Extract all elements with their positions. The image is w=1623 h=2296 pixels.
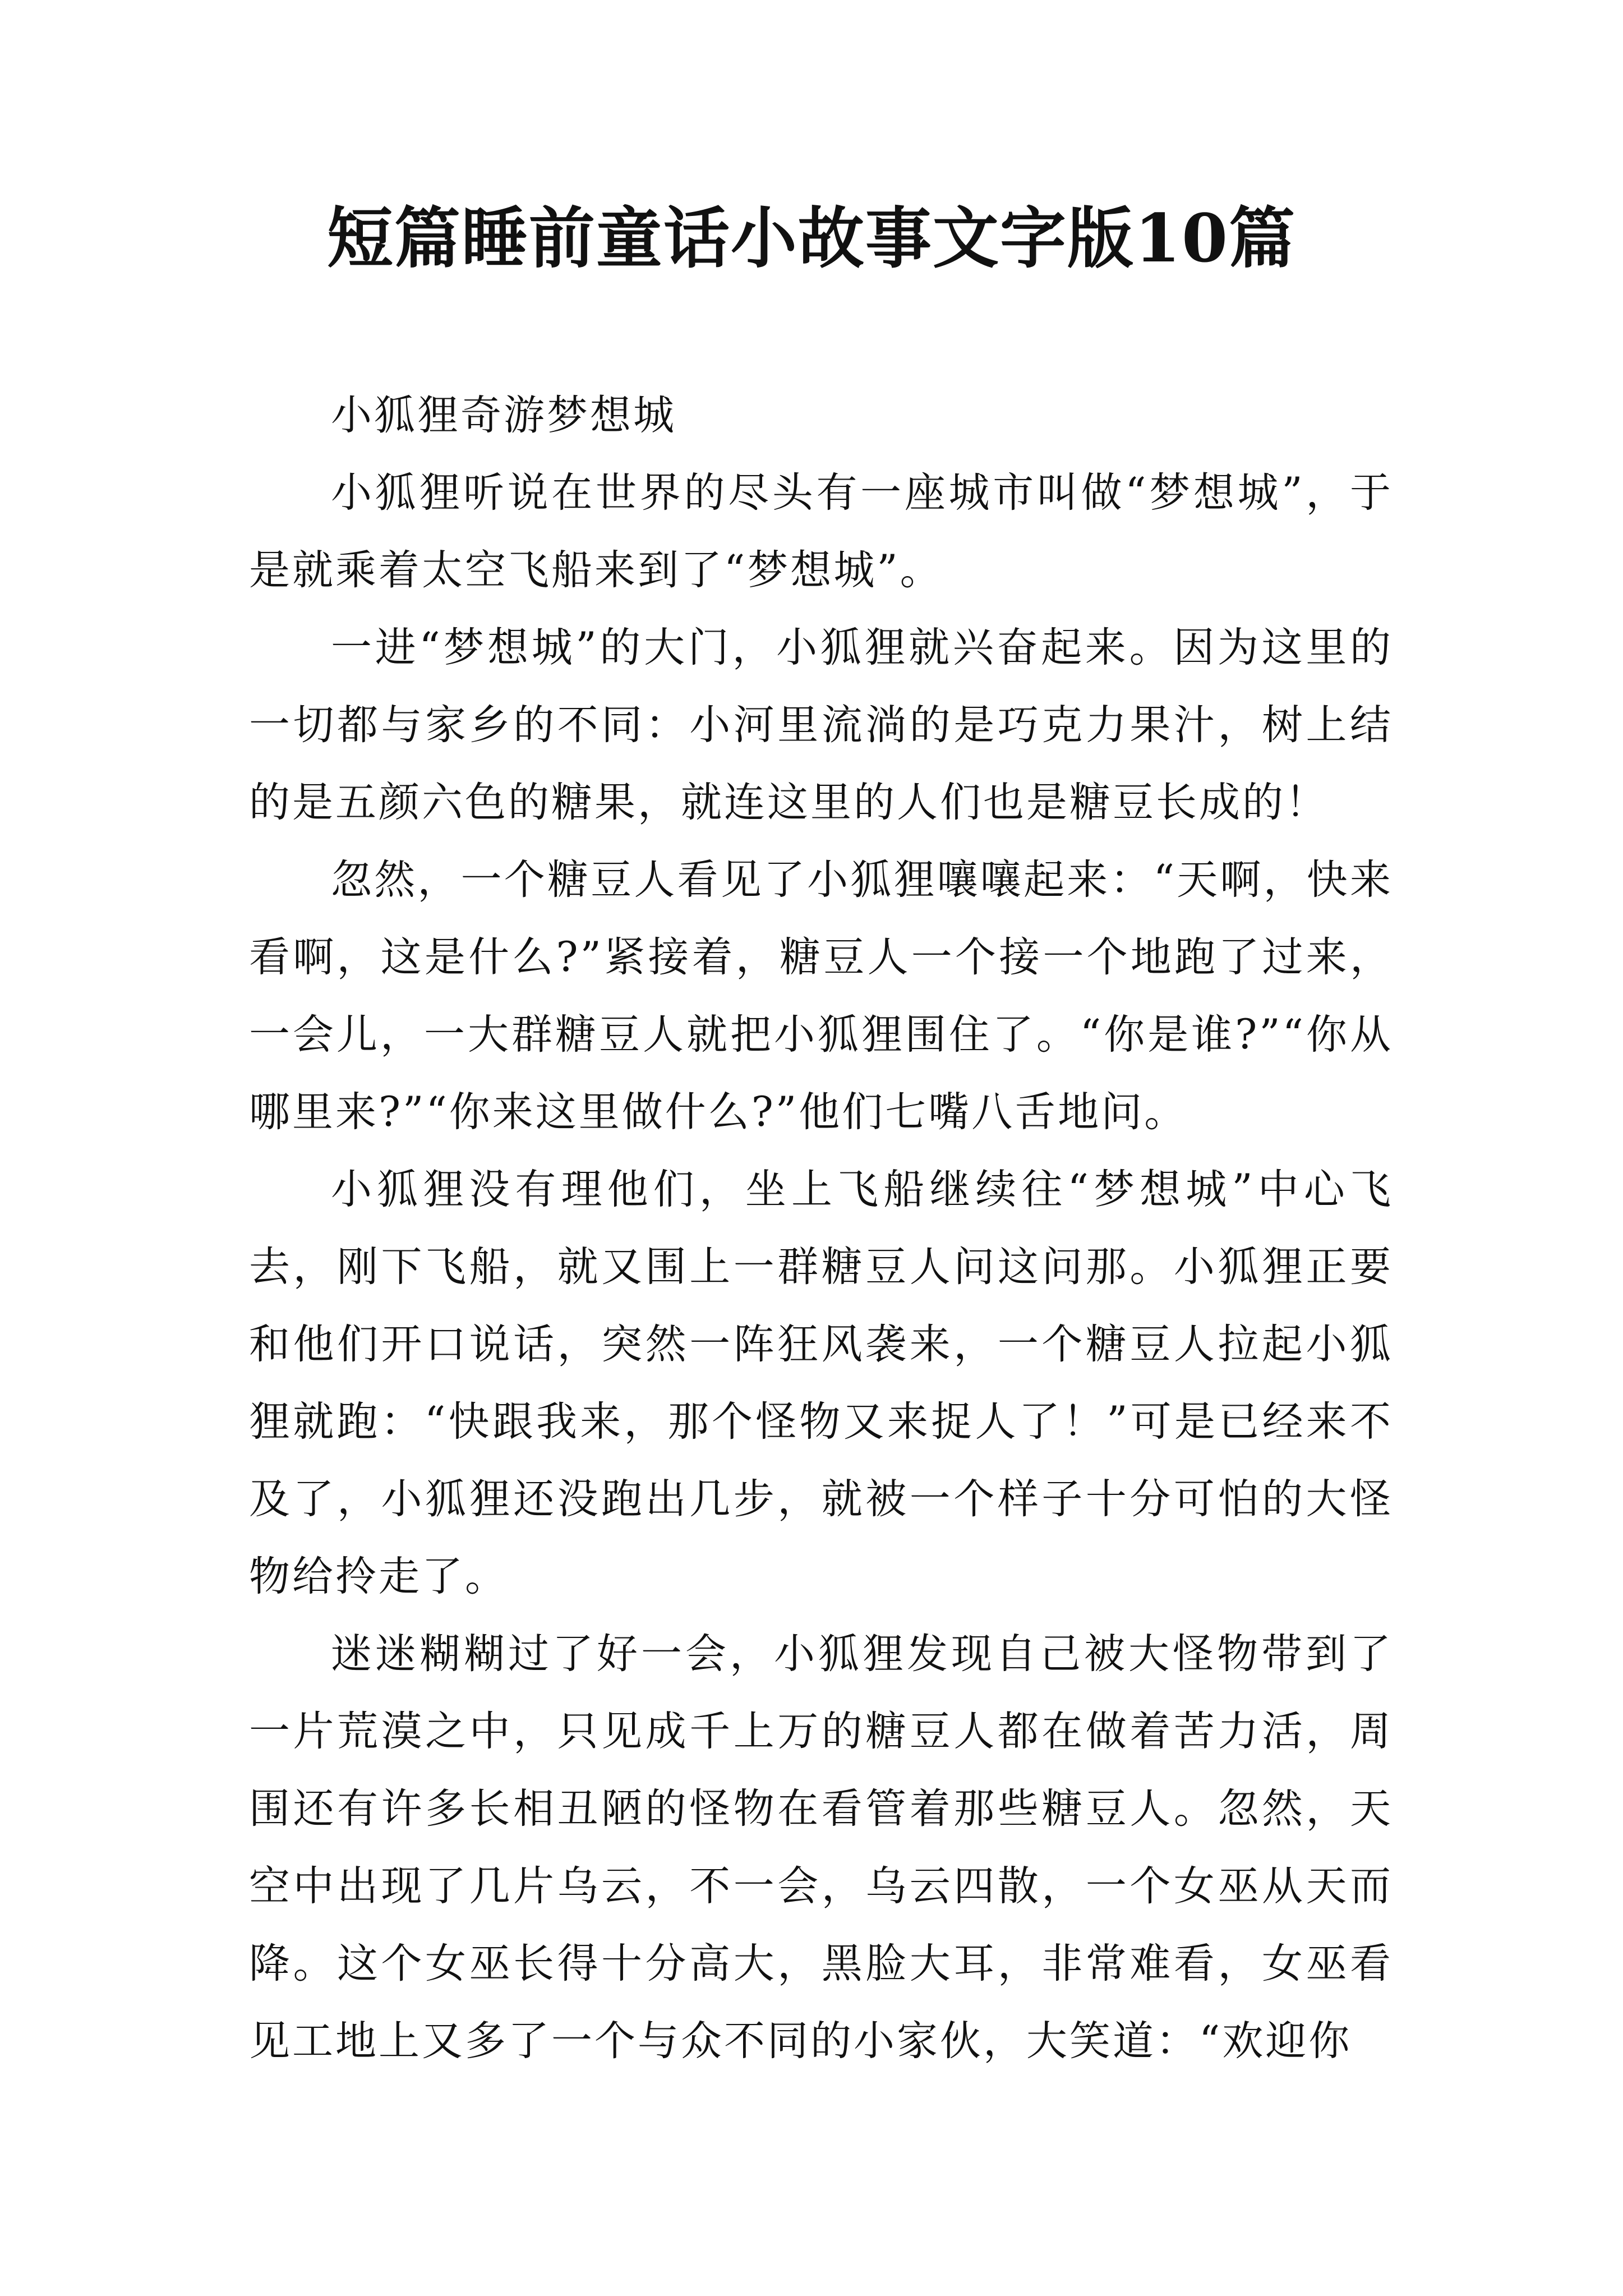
paragraph: 迷迷糊糊过了好一会，小狐狸发现自己被大怪物带到了一片荒漠之中，只见成千上万的糖豆人都在做着苦力活，周围还有许多长相丑陋的怪物在看管着那些糖豆人。忽然，天空中出现了几片乌云，不一会，乌云四散，一个女巫从天而降。这个女巫长得十分高大，黑脸大耳，非常难看，女巫看见工地上又多了一个与众不同的小家伙，大笑道：“欢迎你: [249, 1630, 1393, 2065]
paragraph: 小狐狸没有理他们，坐上飞船继续往“梦想城”中心飞去，刚下飞船，就又围上一群糖豆人问这问那。小狐狸正要和他们开口说话，突然一阵狂风袭来，一个糖豆人拉起小狐狸就跑：“快跟我来，那个怪物又来捉人了！”可是已经来不及了，小狐狸还没跑出几步，就被一个样子十分可怕的大怪物给拎走了。: [249, 1166, 1393, 1600]
paragraph: 一进“梦想城”的大门，小狐狸就兴奋起来。因为这里的一切都与家乡的不同：小河里流淌的是巧克力果汁，树上结的是五颜六色的糖果，就连这里的人们也是糖豆长成的！: [249, 624, 1393, 826]
paragraph: 忽然，一个糖豆人看见了小狐狸嚷嚷起来：“天啊，快来看啊，这是什么?”紧接着，糖豆人一个接一个地跑了过来，一会儿，一大群糖豆人就把小狐狸围住了。“你是谁?”“你从哪里来?”“你来这里做什么?”他们七嘴八舌地问。: [249, 856, 1393, 1136]
story-heading: 小狐狸奇游梦想城: [331, 392, 676, 439]
document-title: 短篇睡前童话小故事文字版10篇: [326, 199, 1297, 277]
paragraph: 小狐狸听说在世界的尽头有一座城市叫做“梦想城”，于是就乘着太空飞船来到了“梦想城”。: [249, 469, 1393, 594]
document-body: [249, 377, 1393, 2080]
